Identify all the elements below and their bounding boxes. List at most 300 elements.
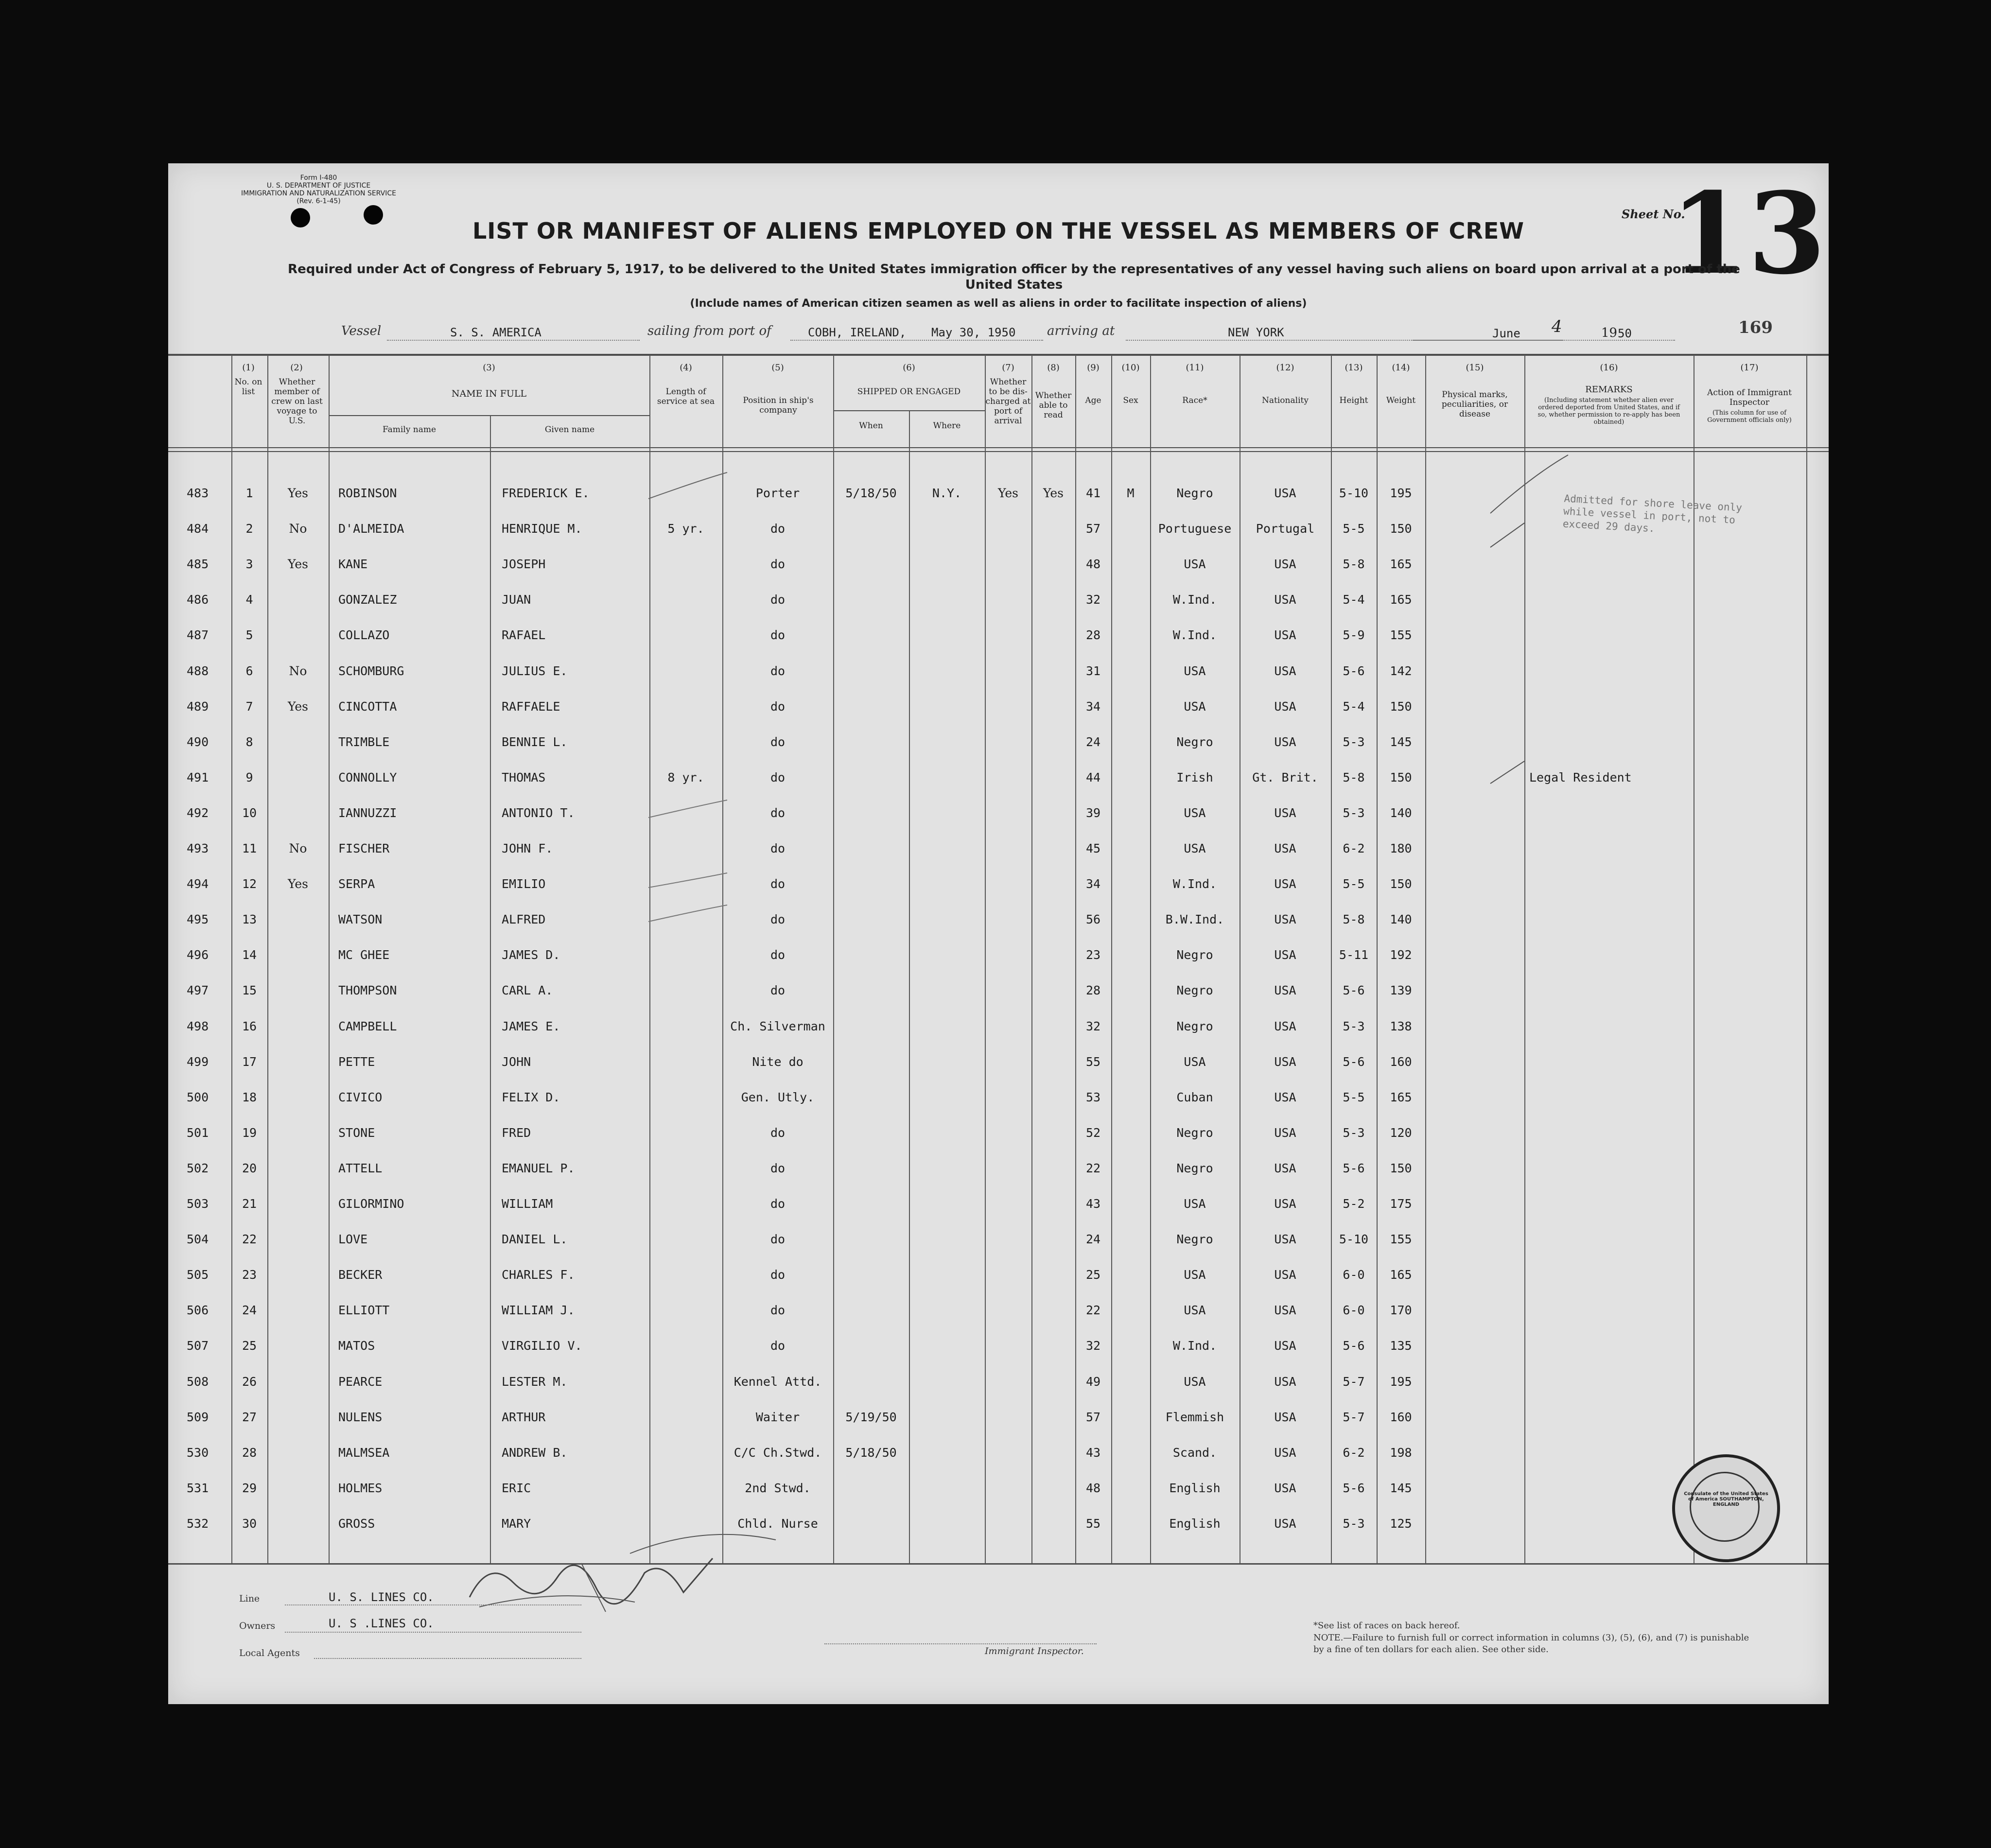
cell-given: VIRGILIO V. [502,1339,582,1353]
cell-weight: 150 [1390,770,1412,785]
cell-position: do [770,983,786,997]
cell-family: TRIMBLE [338,735,390,749]
cell-given: RAFFAELE [502,699,560,714]
sailing-date: May 30, 1950 [931,326,1016,339]
cell-age: 44 [1085,770,1101,785]
cell-no: 10 [242,806,257,820]
cell-family: ROBINSON [338,486,397,500]
cell-family: KANE [338,557,368,571]
inspector-signature [460,1539,732,1621]
cell-ln: 501 [187,1126,209,1140]
cell-given: JAMES E. [502,1019,560,1033]
cell-race: Cuban [1176,1090,1213,1104]
inspector-underline [824,1643,1097,1644]
cell-weight: 155 [1390,628,1412,642]
cell-given: THOMAS [502,770,546,785]
cell-position: do [770,1268,786,1282]
cell-position: Gen. Utly. [741,1090,815,1104]
cell-crew: No [289,841,307,855]
cell-family: CONNOLLY [338,770,397,785]
cell-position: do [770,628,786,642]
cell-given: HENRIQUE M. [502,522,582,536]
cell-nationality: USA [1274,1481,1296,1495]
cell-age: 55 [1085,1517,1101,1531]
cell-race: USA [1184,664,1206,678]
cell-ln: 495 [187,912,209,926]
manifest-sheet [168,163,1829,1704]
cell-ln: 493 [187,841,209,855]
cell-age: 43 [1085,1197,1101,1211]
col9-label: Age [1085,396,1101,405]
cell-given: ERIC [502,1481,531,1495]
cell-ln: 532 [187,1517,209,1531]
form-number: Form I-480 [300,174,337,182]
cell-height: 5-7 [1343,1375,1365,1389]
col17-label: Action of Immigrant Inspector [1707,388,1792,407]
arrival-year-prefix: 19 [1601,326,1618,340]
cell-nationality: Gt. Brit. [1252,770,1318,785]
cell-age: 56 [1085,912,1101,926]
cell-nationality: USA [1274,486,1296,500]
cell-nationality: USA [1274,735,1296,749]
cell-height: 5-6 [1343,1161,1365,1175]
cell-height: 5-8 [1343,770,1365,785]
seal-text: Consulate of the United States of America SOUTHAMPTON, ENGLAND [1684,1491,1768,1507]
cell-given: JULIUS E. [502,664,568,678]
cell-age: 53 [1085,1090,1101,1104]
cell-crew: Yes [288,557,308,571]
arrival-day: 4 [1552,317,1562,336]
cell-race: USA [1184,841,1206,855]
cell-no: 27 [242,1410,257,1424]
cell-no: 13 [242,912,257,926]
cell-nationality: USA [1274,1126,1296,1140]
cell-weight: 145 [1390,735,1412,749]
cell-family: GROSS [338,1517,375,1531]
cell-no: 24 [242,1303,257,1317]
cell-nationality: USA [1274,557,1296,571]
cell-position: do [770,1232,786,1246]
col5-label: Position in ship's company [743,396,814,415]
cell-position: Porter [755,486,800,500]
col7-num: (7) [1002,363,1014,373]
cell-sex: M [1127,486,1135,500]
cell-height: 5-9 [1343,628,1365,642]
cell-race: USA [1184,806,1206,820]
col3-num: (3) [483,363,495,373]
cell-family: BECKER [338,1268,383,1282]
cell-no: 2 [245,522,253,536]
cell-given: BENNIE L. [502,735,568,749]
cell-family: HOLMES [338,1481,383,1495]
cell-weight: 139 [1390,983,1412,997]
col6-label: SHIPPED OR ENGAGED [857,387,961,397]
cell-family: PEARCE [338,1375,383,1389]
cell-nationality: USA [1274,1197,1296,1211]
cell-age: 43 [1085,1446,1101,1460]
cell-race: USA [1184,1303,1206,1317]
cell-no: 28 [242,1446,257,1460]
service: IMMIGRATION AND NATURALIZATION SERVICE [241,190,396,197]
cell-family: GONZALEZ [338,593,397,607]
cell-height: 5-6 [1343,1481,1365,1495]
races-note: *See list of races on back hereof. [1313,1621,1460,1631]
cell-no: 20 [242,1161,257,1175]
cell-ln: 492 [187,806,209,820]
col1-label: No. on list [234,377,262,397]
cell-weight: 150 [1390,522,1412,536]
cell-age: 32 [1085,593,1101,607]
cell-given: JOSEPH [502,557,546,571]
cell-no: 4 [245,593,253,607]
cell-age: 22 [1085,1161,1101,1175]
cell-age: 28 [1085,628,1101,642]
cell-height: 5-3 [1343,1517,1365,1531]
cell-family: GILORMINO [338,1197,404,1211]
cell-age: 31 [1085,664,1101,678]
line-value: U. S. LINES CO. [329,1590,434,1604]
cell-ln: 508 [187,1375,209,1389]
cell-crew: Yes [288,877,308,891]
cell-weight: 125 [1390,1517,1412,1531]
cell-position: Kennel Attd. [734,1375,822,1389]
cell-when: 5/19/50 [845,1410,897,1424]
cell-weight: 192 [1390,948,1412,962]
cell-race: English [1169,1481,1221,1495]
cell-ln: 498 [187,1019,209,1033]
cell-no: 22 [242,1232,257,1246]
cell-ln: 509 [187,1410,209,1424]
cell-no: 7 [245,699,253,714]
cell-family: WATSON [338,912,383,926]
cell-position: Chld. Nurse [737,1517,818,1531]
cell-nationality: USA [1274,877,1296,891]
cell-nationality: Portugal [1256,522,1315,536]
cell-race: Flemmish [1165,1410,1224,1424]
cell-nationality: USA [1274,1375,1296,1389]
sheet-number: 13 [1670,168,1826,299]
cell-given: JUAN [502,593,531,607]
col13-num: (13) [1345,363,1363,373]
cell-no: 1 [245,486,253,500]
cell-no: 25 [242,1339,257,1353]
cell-remarks: Legal Resident [1529,770,1632,785]
cell-age: 57 [1085,522,1101,536]
cell-ln: 486 [187,593,209,607]
cell-age: 24 [1085,1232,1101,1246]
cell-nationality: USA [1274,1446,1296,1460]
cell-ln: 494 [187,877,209,891]
cell-position: do [770,557,786,571]
col3-label: NAME IN FULL [451,388,527,399]
col11-label: Race* [1182,396,1207,405]
cell-given: DANIEL L. [502,1232,568,1246]
cell-race: USA [1184,1375,1206,1389]
cell-race: W.Ind. [1172,593,1217,607]
cell-race: Negro [1176,1161,1213,1175]
sheet-label: Sheet No. [1622,207,1685,221]
cell-height: 5-10 [1339,1232,1369,1246]
col16-label: REMARKS [1585,384,1633,395]
cell-position: do [770,593,786,607]
cell-weight: 198 [1390,1446,1412,1460]
cell-family: STONE [338,1126,375,1140]
cell-family: SERPA [338,877,375,891]
cell-position: Nite do [752,1055,803,1069]
cell-given: RAFAEL [502,628,546,642]
cell-family: PETTE [338,1055,375,1069]
cell-nationality: USA [1274,1161,1296,1175]
cell-position: do [770,735,786,749]
cell-ln: 500 [187,1090,209,1104]
cell-height: 5-8 [1343,557,1365,571]
revision: (Rev. 6-1-45) [297,197,341,205]
cell-position: Ch. Silverman [730,1019,825,1033]
col15-label: Physical marks, peculiarities, or disease [1441,390,1508,419]
cell-age: 49 [1085,1375,1101,1389]
col4-num: (4) [680,363,692,373]
cell-height: 5-7 [1343,1410,1365,1424]
col16-sublabel: (Including statement whether alien ever ordered deported from United States, and if so, whether permission to re-apply has been obtained) [1537,397,1680,426]
cell-height: 5-6 [1343,664,1365,678]
sailing-port: COBH, IRELAND, [808,326,907,339]
cell-no: 18 [242,1090,257,1104]
col12-num: (12) [1276,363,1294,373]
cell-height: 5-5 [1343,1090,1365,1104]
cell-nationality: USA [1274,664,1296,678]
cell-ln: 484 [187,522,209,536]
cell-crew: Yes [288,699,308,714]
cell-race: Portuguese [1158,522,1232,536]
cell-height: 5-3 [1343,1019,1365,1033]
cell-weight: 138 [1390,1019,1412,1033]
cell-height: 5-8 [1343,912,1365,926]
cell-height: 5-3 [1343,1126,1365,1140]
cell-given: ALFRED [502,912,546,926]
cell-nationality: USA [1274,948,1296,962]
cell-no: 17 [242,1055,257,1069]
cell-service: 8 yr. [667,770,704,785]
cell-age: 57 [1085,1410,1101,1424]
cell-crew: No [289,664,307,678]
cell-nationality: USA [1274,1339,1296,1353]
cell-age: 28 [1085,983,1101,997]
cell-weight: 195 [1390,486,1412,500]
cell-age: 32 [1085,1019,1101,1033]
cell-height: 5-10 [1339,486,1369,500]
cell-race: USA [1184,1197,1206,1211]
cell-age: 48 [1085,1481,1101,1495]
cell-nationality: USA [1274,1055,1296,1069]
cell-age: 25 [1085,1268,1101,1282]
cell-family: ATTELL [338,1161,383,1175]
cell-given: EMILIO [502,877,546,891]
line-label: Line [239,1593,260,1604]
cell-given: FREDERICK E. [502,486,590,500]
cell-position: do [770,522,786,536]
cell-given: WILLIAM [502,1197,553,1211]
cell-weight: 140 [1390,806,1412,820]
cell-no: 8 [245,735,253,749]
cell-crew: No [289,522,307,536]
cell-ln: 503 [187,1197,209,1211]
col11-num: (11) [1186,363,1204,373]
cell-race: USA [1184,1055,1206,1069]
col2-num: (2) [290,363,303,373]
cell-nationality: USA [1274,1090,1296,1104]
cell-height: 5-5 [1343,522,1365,536]
cell-no: 11 [242,841,257,855]
cell-no: 16 [242,1019,257,1033]
cell-position: do [770,1197,786,1211]
cell-weight: 120 [1390,1126,1412,1140]
col3-given-label: Given name [544,425,595,435]
cell-no: 26 [242,1375,257,1389]
cell-weight: 160 [1390,1410,1412,1424]
cell-weight: 165 [1390,557,1412,571]
cell-nationality: USA [1274,912,1296,926]
cell-position: do [770,664,786,678]
col2-label: Whether member of crew on last voyage to U.S. [271,377,323,426]
cell-no: 14 [242,948,257,962]
agents-label: Local Agents [239,1648,300,1658]
cell-crew: Yes [288,486,308,500]
cell-no: 9 [245,770,253,785]
cell-family: D'ALMEIDA [338,522,404,536]
fine-note: NOTE.—Failure to furnish full or correct information in columns (3), (5), (6), and (7) is punishable by a fine of ten dollars for each alien. See other side. [1313,1633,1749,1655]
cell-given: JOHN F. [502,841,553,855]
department: U. S. DEPARTMENT OF JUSTICE [266,182,371,190]
col15-num: (15) [1466,363,1484,373]
cell-family: ELLIOTT [338,1303,390,1317]
cell-age: 32 [1085,1339,1101,1353]
cell-no: 5 [245,628,253,642]
cell-position: 2nd Stwd. [745,1481,811,1495]
cell-family: MALMSEA [338,1446,390,1460]
cell-weight: 150 [1390,877,1412,891]
owners-label: Owners [239,1621,276,1631]
col12-label: Nationality [1262,396,1309,405]
cell-weight: 160 [1390,1055,1412,1069]
arriving-label: arriving at [1047,324,1115,338]
cell-family: CINCOTTA [338,699,397,714]
line-underline [285,1604,581,1605]
cell-nationality: USA [1274,1303,1296,1317]
cell-height: 5-6 [1343,983,1365,997]
cell-weight: 175 [1390,1197,1412,1211]
cell-given: ANDREW B. [502,1446,568,1460]
cell-age: 34 [1085,877,1101,891]
owners-value: U. S .LINES CO. [329,1617,434,1630]
cell-race: Irish [1176,770,1213,785]
cell-age: 41 [1085,486,1101,500]
cell-family: SCHOMBURG [338,664,404,678]
cell-race: W.Ind. [1172,628,1217,642]
cell-ln: 497 [187,983,209,997]
cell-nationality: USA [1274,628,1296,642]
cell-family: CAMPBELL [338,1019,397,1033]
col14-num: (14) [1392,363,1410,373]
cell-height: 5-2 [1343,1197,1365,1211]
cell-position: C/C Ch.Stwd. [734,1446,822,1460]
pencil-marks [168,163,1829,1704]
cell-nationality: USA [1274,1517,1296,1531]
cell-race: USA [1184,557,1206,571]
cell-ln: 489 [187,699,209,714]
cell-ln: 505 [187,1268,209,1282]
col6-num: (6) [903,363,915,373]
cell-no: 15 [242,983,257,997]
cell-race: Negro [1176,1232,1213,1246]
cell-height: 6-0 [1343,1268,1365,1282]
cell-height: 5-6 [1343,1339,1365,1353]
cell-where: N.Y. [932,486,962,500]
cell-given: JAMES D. [502,948,560,962]
cell-nationality: USA [1274,593,1296,607]
cell-race: W.Ind. [1172,1339,1217,1353]
cell-position: Waiter [755,1410,800,1424]
cell-weight: 180 [1390,841,1412,855]
cell-nationality: USA [1274,1232,1296,1246]
col14-label: Weight [1386,396,1416,405]
cell-given: ANTONIO T. [502,806,575,820]
cell-discharged: Yes [998,486,1018,500]
cell-race: Negro [1176,983,1213,997]
page-title: LIST OR MANIFEST OF ALIENS EMPLOYED ON THE VESSEL AS MEMBERS OF CREW [472,218,1524,244]
col9-num: (9) [1087,363,1100,373]
col3-family-label: Family name [382,425,437,435]
cell-race: English [1169,1517,1221,1531]
cell-race: Negro [1176,486,1213,500]
cell-ln: 487 [187,628,209,642]
cell-height: 5-3 [1343,735,1365,749]
cell-height: 6-2 [1343,1446,1365,1460]
cell-no: 12 [242,877,257,891]
cell-ln: 507 [187,1339,209,1353]
cell-race: USA [1184,699,1206,714]
col1-num: (1) [242,363,255,373]
cell-given: FELIX D. [502,1090,560,1104]
col17-num: (17) [1740,363,1759,373]
stamp-number: 169 [1738,318,1773,337]
inspector-label: Immigrant Inspector. [985,1646,1084,1656]
consulate-seal [1672,1454,1780,1562]
cell-weight: 155 [1390,1232,1412,1246]
cell-position: do [770,1126,786,1140]
col13-label: Height [1339,396,1368,405]
col5-num: (5) [771,363,784,373]
cell-service: 5 yr. [667,522,704,536]
cell-nationality: USA [1274,1410,1296,1424]
cell-height: 5-3 [1343,806,1365,820]
vessel-label: Vessel [341,324,382,338]
cell-position: do [770,699,786,714]
sailing-label: sailing from port of [647,324,771,338]
col4-label: Length of service at sea [657,387,715,406]
col10-num: (10) [1121,363,1140,373]
cell-weight: 140 [1390,912,1412,926]
cell-given: MARY [502,1517,531,1531]
cell-age: 55 [1085,1055,1101,1069]
cell-weight: 145 [1390,1481,1412,1495]
arrival-port: NEW YORK [1228,326,1284,339]
cell-position: do [770,912,786,926]
cell-position: do [770,877,786,891]
cell-position: do [770,841,786,855]
cell-position: do [770,1303,786,1317]
cell-nationality: USA [1274,983,1296,997]
cell-nationality: USA [1274,1019,1296,1033]
